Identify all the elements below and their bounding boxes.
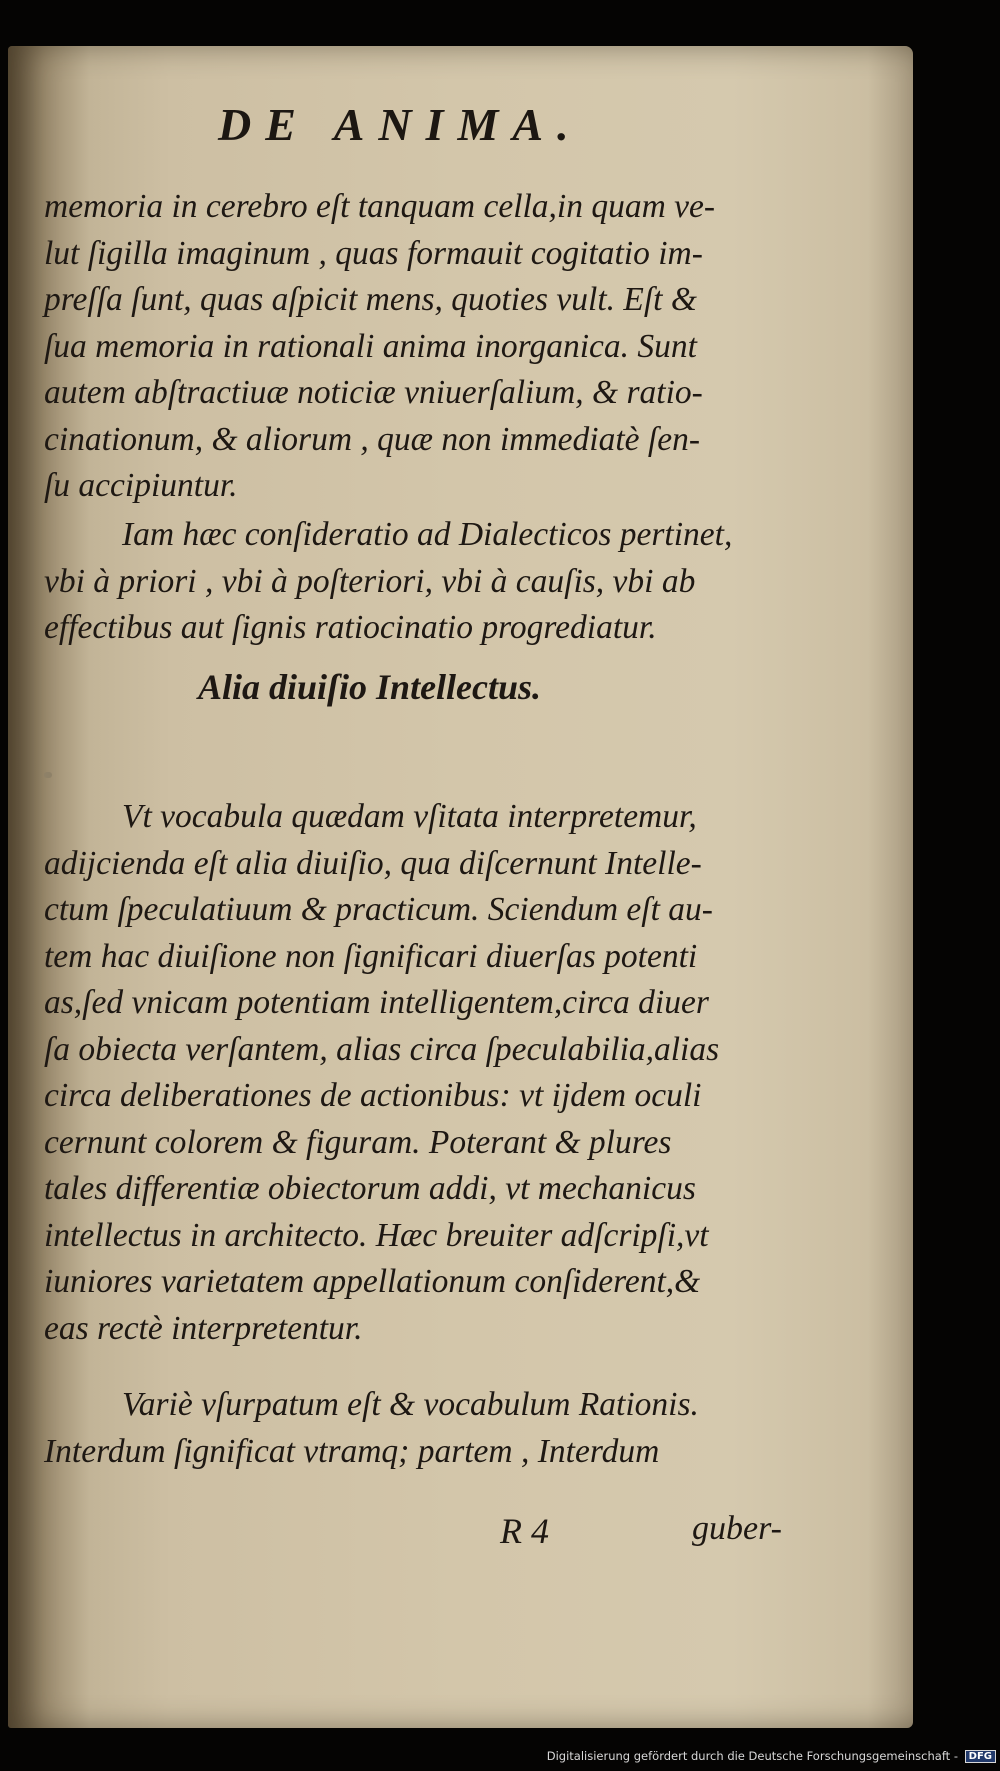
text-line: Iam hæc conſideratio ad Dialecticos pertinet, — [122, 516, 733, 553]
text-line: cinationum, & aliorum , quæ non immediatè ſen- — [44, 420, 700, 458]
text-block-1 — [44, 184, 804, 510]
text-line: ſua memoria in rationali anima inorganica. Sunt — [44, 327, 697, 365]
text-line: lut ſigilla imaginum , quas formauit cogitatio im- — [44, 234, 703, 272]
credit-text: Digitalisierung gefördert durch die Deutsche Forschungsgemeinschaft - — [546, 1749, 958, 1763]
text-line: effectibus aut ſignis ratiocinatio progrediatur. — [44, 609, 657, 646]
text-block-4 — [44, 1382, 804, 1475]
text-line: tales differentiæ obiectorum addi, vt mechanicus — [44, 1170, 696, 1207]
text-line: Interdum ſignificat vtramq; partem , Interdum — [44, 1432, 660, 1470]
running-head: DE ANIMA. — [218, 99, 583, 150]
text-line: intellectus in architecto. Hæc breuiter adſcripſi,vt — [44, 1216, 709, 1254]
signature-mark: R 4 — [500, 1511, 549, 1551]
book-page — [8, 46, 913, 1728]
text-line: ſa obiecta verſantem, alias circa ſpeculabilia,alias — [44, 1030, 720, 1068]
text-line: cernunt colorem & figuram. Poterant & plures — [44, 1123, 672, 1161]
text-line: vbi à priori , vbi à poſteriori, vbi à cauſis, vbi ab — [44, 562, 696, 600]
text-line: eas rectè interpretentur. — [44, 1309, 363, 1347]
digitization-credit — [547, 1749, 996, 1763]
page-blemish — [44, 772, 52, 778]
text-line: Variè vſurpatum eſt & vocabulum Rationis. — [122, 1386, 699, 1423]
dfg-logo-icon: DFG — [965, 1750, 996, 1763]
section-heading: Alia diuiſio Intellectus. — [198, 667, 542, 707]
text-line: as,ſed vnicam potentiam intelligentem,circa diuer — [44, 984, 709, 1021]
text-line: ſu accipiuntur. — [44, 467, 238, 504]
text-block-2 — [44, 512, 804, 652]
text-line: Vt vocabula quædam vſitata interpretemur, — [122, 798, 697, 835]
catchword: guber- — [692, 1510, 782, 1547]
text-line: iuniores varietatem appellationum conſiderent,& — [44, 1263, 701, 1300]
text-line: circa deliberationes de actionibus: vt ijdem oculi — [44, 1077, 702, 1114]
text-block-3 — [44, 794, 804, 1352]
text-line: tem hac diuiſione non ſignificari diuerſas potenti — [44, 937, 698, 975]
text-line: autem abſtractiuæ noticiæ vniuerſalium, & ratio- — [44, 374, 703, 411]
text-line: adijcienda eſt alia diuiſio, qua diſcernunt Intelle- — [44, 844, 702, 882]
text-line: preſſa ſunt, quas aſpicit mens, quoties vult. Eſt & — [44, 281, 697, 318]
text-line: memoria in cerebro eſt tanquam cella,in quam ve- — [44, 188, 716, 225]
text-line: ctum ſpeculatiuum & practicum. Sciendum eſt au- — [44, 891, 713, 928]
